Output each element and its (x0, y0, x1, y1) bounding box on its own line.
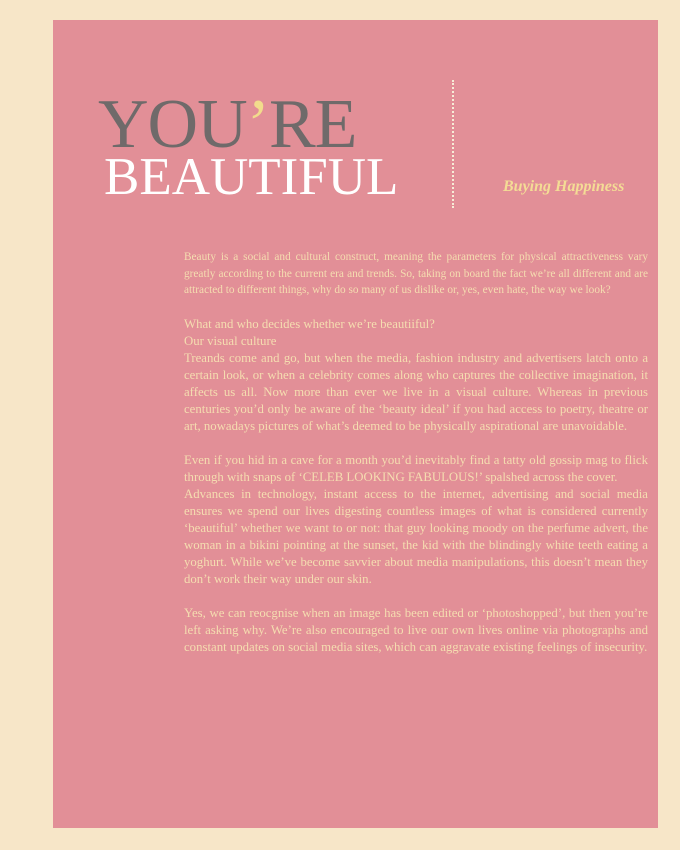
body-paragraph: Even if you hid in a cave for a month you’d inevitably find a tatty old gossip mag to flick through with snaps of ‘CELEB LOOKING FABULOUS!’ spalshed across the cover. (184, 452, 648, 484)
magazine-page (53, 20, 658, 828)
headline-line-1: YOU’RE (98, 86, 357, 163)
body-paragraph: Yes, we can reocgnise when an image has been edited or ‘photoshopped’, but then you’re left asking why. We’re also encouraged to live our own lives online via photographs and constant updates on social media sites, which can aggravate existing feelings of insecurity. (184, 605, 648, 654)
subheading: Our visual culture (184, 333, 277, 348)
intro-paragraph: Beauty is a social and cultural construct, meaning the parameters for physical attractiveness vary greatly according to the current era and trends. So, taking on board the fact we’re all different and are attracted to different things, why do so many of us dislike or, yes, even hate, the way we look? (184, 251, 648, 296)
headline-line-2: BEAUTIFUL (104, 148, 399, 206)
article-body (184, 249, 648, 656)
dotted-divider (452, 80, 454, 208)
body-paragraph: Advances in technology, instant access to the internet, advertising and social media ensures we spend our lives digesting countless images of what is considered currently ‘beautiful’ whether we want to or not: that guy looking moody on the perfume advert, the woman in a bikini pointing at the sunset, the kid with the blindingly white teeth eating a yoghurt. While we’ve become savvier about media manipulations, this doesn’t mean they don’t work their way under our skin. (184, 486, 648, 586)
body-paragraph: Treands come and go, but when the media, fashion industry and advertisers latch onto a certain look, or when a celebrity comes along who captures the collective imagination, it affects us all. Now more than ever we live in a visual culture. Whereas in previous centuries you’d only be aware of the ‘beauty ideal’ if you had access to poetry, theatre or art, nowadays pictures of what’s deemed to be physically aspirational are unavoidable. (184, 350, 648, 433)
question-heading: What and who decides whether we’re beautiiful? (184, 316, 435, 331)
headline-apostrophe: ’ (246, 86, 269, 163)
section-label: Buying Happiness (503, 178, 625, 195)
